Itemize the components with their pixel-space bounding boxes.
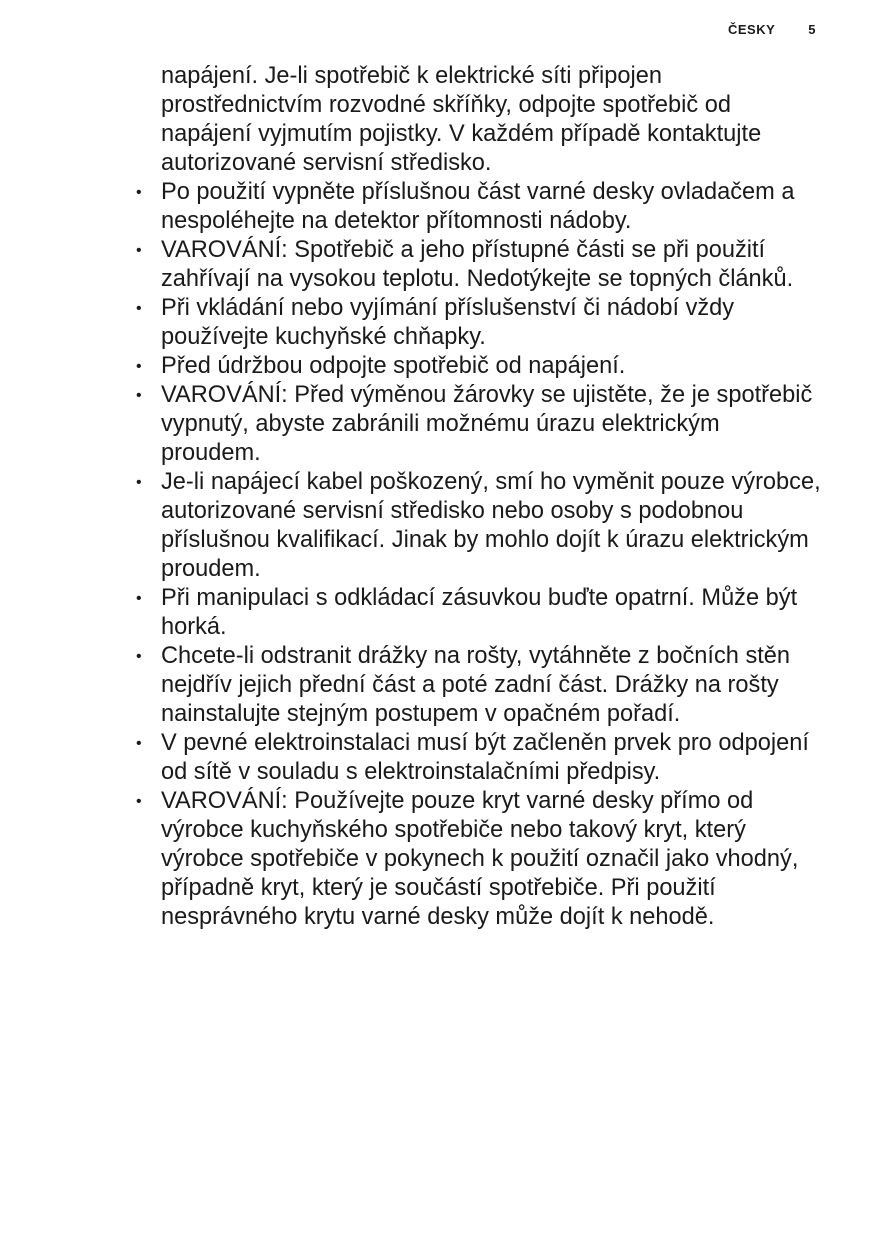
- page-number: 5: [808, 22, 816, 37]
- list-item: [132, 468, 822, 584]
- list-item: [132, 294, 822, 352]
- list-item-text: V pevné elektroinstalaci musí být začleněn prvek pro odpojení od sítě v souladu s elektroinstalačními předpisy.: [161, 730, 809, 785]
- bullet-icon: •: [136, 590, 142, 607]
- list-item-text: Je-li napájecí kabel poškozený, smí ho vyměnit pouze výrobce, autorizované servisní středisko nebo osoby s podobnou příslušnou kvalifikací. Jinak by mohlo dojít k úrazu elektrickým proudem.: [161, 469, 821, 582]
- list-item: [132, 178, 822, 236]
- list-item: [132, 584, 822, 642]
- list-item-text: Při vkládání nebo vyjímání příslušenství či nádobí vždy používejte kuchyňské chňapky.: [161, 295, 735, 350]
- list-item: [132, 729, 822, 787]
- list-item-text: Po použití vypněte příslušnou část varné desky ovladačem a nespoléhejte na detektor přítomnosti nádoby.: [161, 179, 795, 234]
- list-item-text: Před údržbou odpojte spotřebič od napájení.: [161, 353, 626, 379]
- intro-paragraph: napájení. Je-li spotřebič k elektrické síti připojen prostřednictvím rozvodné skříňky, odpojte spotřebič od napájení vyjmutím pojistky. V každém případě kontaktujte autorizované servisní středisko.: [161, 63, 762, 176]
- bullet-icon: •: [136, 735, 142, 752]
- instruction-list: [132, 178, 822, 932]
- list-item-text: Při manipulaci s odkládací zásuvkou buďte opatrní. Může být horká.: [161, 585, 798, 640]
- list-item: [132, 236, 822, 294]
- bullet-icon: •: [136, 242, 142, 259]
- bullet-icon: •: [136, 358, 142, 375]
- bullet-icon: •: [136, 387, 142, 404]
- safety-instructions: [132, 62, 822, 932]
- list-item: [132, 642, 822, 729]
- list-item-text: VAROVÁNÍ: Před výměnou žárovky se ujistěte, že je spotřebič vypnutý, abyste zabránili možnému úrazu elektrickým proudem.: [161, 382, 813, 466]
- bullet-icon: •: [136, 474, 142, 491]
- page-header: [728, 22, 816, 37]
- bullet-icon: •: [136, 184, 142, 201]
- bullet-icon: •: [136, 793, 142, 810]
- bullet-icon: •: [136, 300, 142, 317]
- list-item-text: VAROVÁNÍ: Používejte pouze kryt varné desky přímo od výrobce kuchyňského spotřebiče nebo takový kryt, který výrobce spotřebiče v pokynech k použití označil jako vhodný, případně kryt, který je součástí spotřebiče. Při použití nesprávného krytu varné desky může dojít k nehodě.: [161, 788, 799, 930]
- list-item: [132, 352, 822, 381]
- language-label: ČESKY: [727, 22, 776, 37]
- bullet-icon: •: [136, 648, 142, 665]
- list-item-text: VAROVÁNÍ: Spotřebič a jeho přístupné části se při použití zahřívají na vysokou teplotu. Nedotýkejte se topných článků.: [161, 237, 794, 292]
- list-item-text: Chcete-li odstranit drážky na rošty, vytáhněte z bočních stěn nejdřív jejich přední část a poté zadní část. Drážky na rošty nainstalujte stejným postupem v opačném pořadí.: [161, 643, 791, 727]
- list-item: [132, 381, 822, 468]
- list-item: [132, 787, 822, 932]
